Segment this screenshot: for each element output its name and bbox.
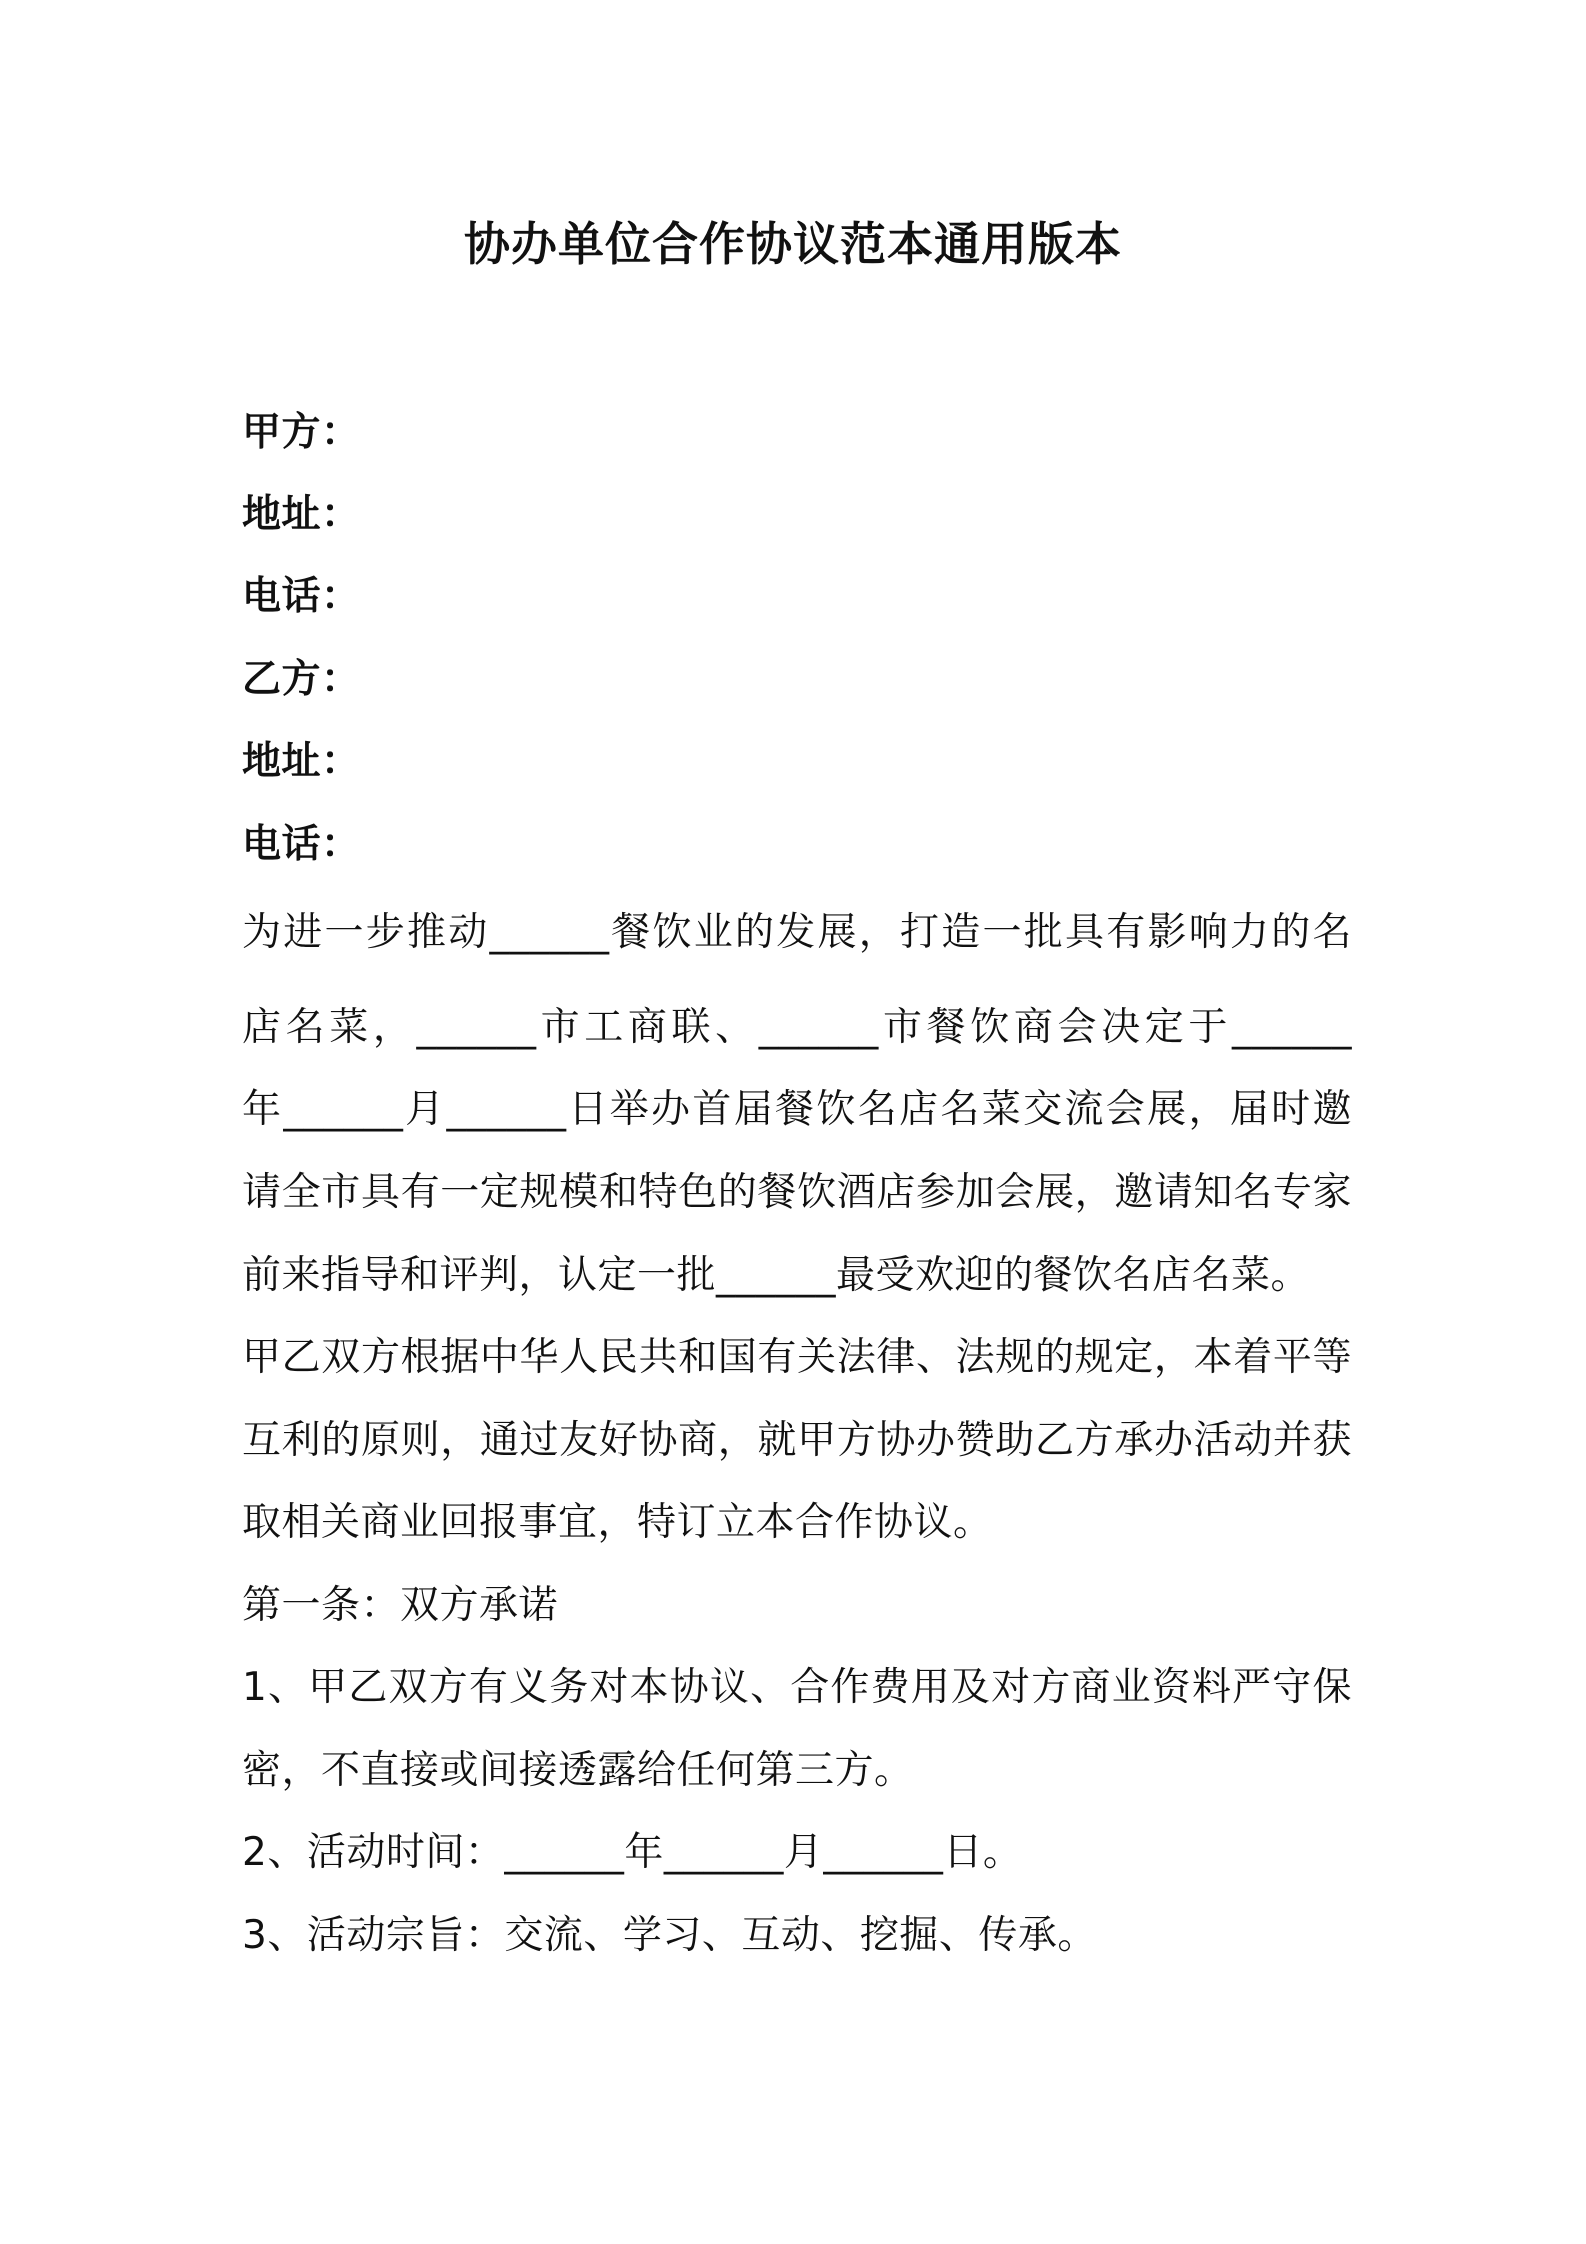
party-b-label: 乙方：	[242, 657, 361, 702]
party-b-address-label: 地址：	[242, 739, 361, 784]
intro-line: 互利的原则，通过友好协商，就甲方协办赞助乙方承办活动并获	[242, 1418, 1352, 1463]
document-title: 协办单位合作协议范本通用版本	[464, 217, 1122, 271]
party-b-phone-label: 电话：	[242, 822, 361, 867]
intro-line: 请全市具有一定规模和特色的餐饮酒店参加会展，邀请知名专家	[242, 1170, 1352, 1215]
intro-line: 店名菜，______市工商联、______市餐饮商会决定于______	[242, 1005, 1352, 1050]
clause-line: 2、活动时间：______年______月______日。	[242, 1830, 1023, 1875]
intro-line: 前来指导和评判，认定一批______最受欢迎的餐饮名店名菜。	[242, 1253, 1311, 1298]
intro-line: 甲乙双方根据中华人民共和国有关法律、法规的规定，本着平等	[242, 1335, 1352, 1380]
clause-line: 3、活动宗旨：交流、学习、互动、挖掘、传承。	[242, 1913, 1097, 1958]
intro-line: 为进一步推动______餐饮业的发展，打造一批具有影响力的名	[242, 910, 1352, 955]
party-a-phone-label: 电话：	[242, 574, 361, 619]
party-a-address-label: 地址：	[242, 492, 361, 537]
article-one-heading: 第一条：双方承诺	[242, 1583, 559, 1628]
clause-line: 1、甲乙双方有义务对本协议、合作费用及对方商业资料严守保	[242, 1665, 1352, 1710]
party-a-label: 甲方：	[242, 410, 361, 455]
intro-line: 年______月______日举办首届餐饮名店名菜交流会展，届时邀	[242, 1087, 1352, 1132]
clause-line: 密，不直接或间接透露给任何第三方。	[242, 1748, 914, 1793]
intro-line: 取相关商业回报事宜，特订立本合作协议。	[242, 1500, 993, 1545]
